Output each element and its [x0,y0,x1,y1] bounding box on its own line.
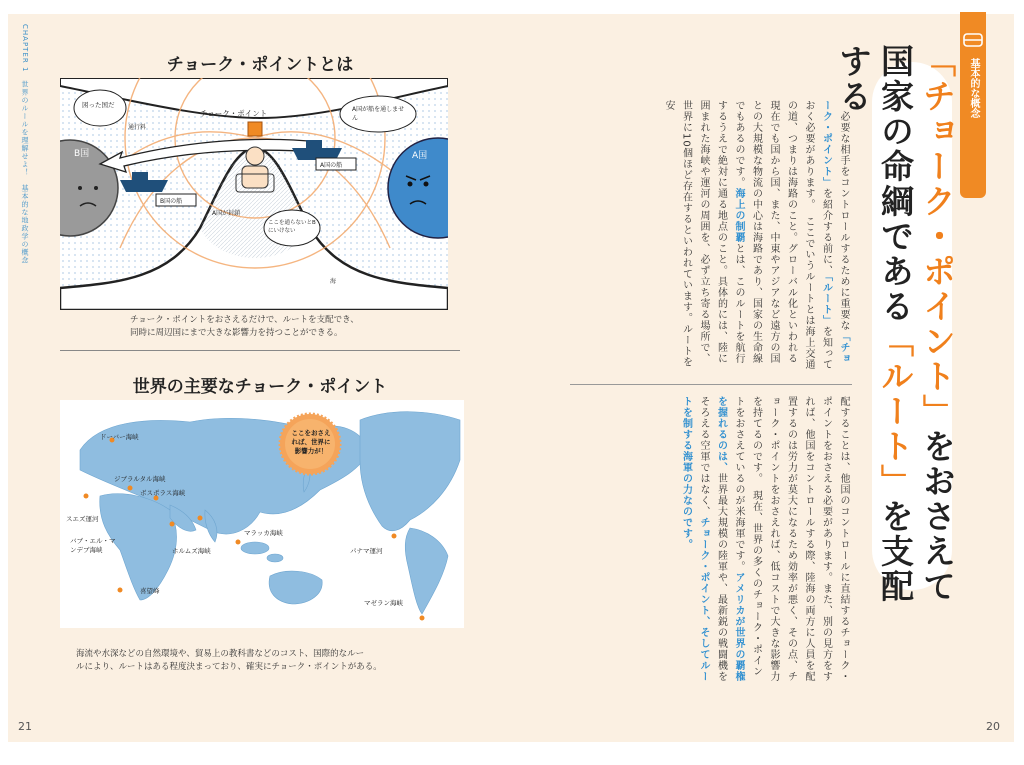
map-label-dover: ドーバー海峡 [100,433,139,441]
body-span: 現在、世界の多くのチョーク・ポイントをおさえているのが米海軍です。 [733,396,762,677]
person-label: A国が封鎖 [212,210,241,217]
body-span-emph: 海上の制覇 [733,188,744,243]
section-title-text: チョーク・ポイントとは [166,55,354,75]
book-icon [960,30,986,50]
title-line2-b: を支配する [834,44,915,604]
caption-line: チョーク・ポイントをおさえるだけで、ルートを支配でき、 [130,315,359,325]
title-line1-rest: をおさえて [918,429,957,604]
world-map [60,400,464,628]
map-label-panama: パナマ運河 [350,547,383,555]
map-label-gibraltar: ジブラルタル海峡 [114,475,166,483]
body-span-emph: チョーク・ポイント、そしてルートを制する海軍の力なのです。 [680,396,709,682]
body-span: 配することは、他国のコントロールに直結するチョーク・ポイントをおさえる必要があります。また、別の見方をすれば、他国をコントロールする際、陸海の両方に人員を配置するのは労力が莫大になるため効率が悪く、その点、チョーク・ポイントをおさえれば、低コストで大きな影響力を持てるのです。 [750,396,849,682]
body-span: を紹介する前に、 [820,188,832,276]
sea-label: 海 [330,278,337,285]
bubble-right-text: A国が船を通しません [352,106,405,122]
body-span: 必要な相手をコントロールするために重要な [838,100,849,331]
a-country-label: A国 [412,151,428,161]
body-span-emph: 「チョーク・ポイント」 [820,100,849,364]
arrow-label: 通行料 [128,124,147,131]
section1-caption [130,314,450,340]
upper-body-text [570,100,852,372]
map-label-bab-el-mandeb: バブ・エル・マンデブ海峡 [70,537,116,554]
body-span: ここでいうルートとは海上交通の道、つまりは海路のこと。グローバル化といわれる現在でも国から国、また、中東やアジアなど遠方の国との大規模な物流の中心は海路であり、国家の生命線でもあるのです。 [733,100,814,370]
caption-line: ルにより、ルートはある程度決まっており、確実にチョーク・ポイントがある。 [76,662,382,672]
lower-body-text [570,396,852,682]
caption-line: 同時に周辺国にまで大きな影響力を持つことができる。 [130,328,343,338]
map-label-bosporus: ボスポラス海峡 [140,489,186,497]
map-label-suez: スエズ運河 [66,515,99,523]
bubble-left-text: 困った国だ [82,101,115,109]
map-label-malacca: マラッカ海峡 [244,529,283,537]
chapter-side-note: CHAPTER 1 世界のルールを理解せよ！ 基本的な地政学の概念 [21,24,29,265]
body-span-emph: 「ルート」 [820,276,832,326]
body-span: 世界最大規模の陸軍や、最新鋭の戦闘機をそろえる空軍ではなく、 [698,396,727,682]
badge-text: 基本的な概念 [968,58,979,118]
title-line2-a: 国家の命綱である [876,44,915,324]
choke-point-label: チョーク・ポイント [200,109,268,118]
b-country-label: B国 [74,149,90,159]
map-label-magellan: マゼラン海峡 [364,599,403,607]
page-number-left: 21 [18,720,32,733]
right-divider [570,384,852,385]
choke-point-illustration [60,78,448,310]
page-number-right: 20 [986,720,1000,733]
ship-b-label: B国の船 [160,198,183,205]
body-span: とは、このルートを航行するうえで絶対に通る地点のこと。具体的には、陸に囲まれた海峡や運河の周囲を、必ず立ち寄る場所で、世界に10個ほど存在するといわれています。ルートを安 [663,100,744,368]
section2-caption [76,648,466,674]
map-label-hormuz: ホルムズ海峡 [172,547,211,555]
body-span: を知っておく必要があります。 [803,100,832,370]
map-bubble-text: ここをおさえれば、世界に影響力が！ [291,429,331,455]
map-label-cape: 喜望峰 [140,587,160,595]
title-line2-hl: 「ルート」 [876,324,915,499]
ship-a-label: A国の船 [320,162,343,169]
caption-line: 海流や水深などの自然環境や、貿易上の教科書などのコスト、国際的なルー [76,649,365,659]
section-divider [60,350,460,351]
body-span-emph: アメリカが世界の覇権を握れるのは、 [715,396,744,682]
title-line1-hl: 「チョーク・ポイント」 [918,44,957,429]
bubble-bottom-text: ここを通らないとBにいけない [268,220,316,234]
section-title-text: 世界の主要なチョーク・ポイント [132,377,388,397]
